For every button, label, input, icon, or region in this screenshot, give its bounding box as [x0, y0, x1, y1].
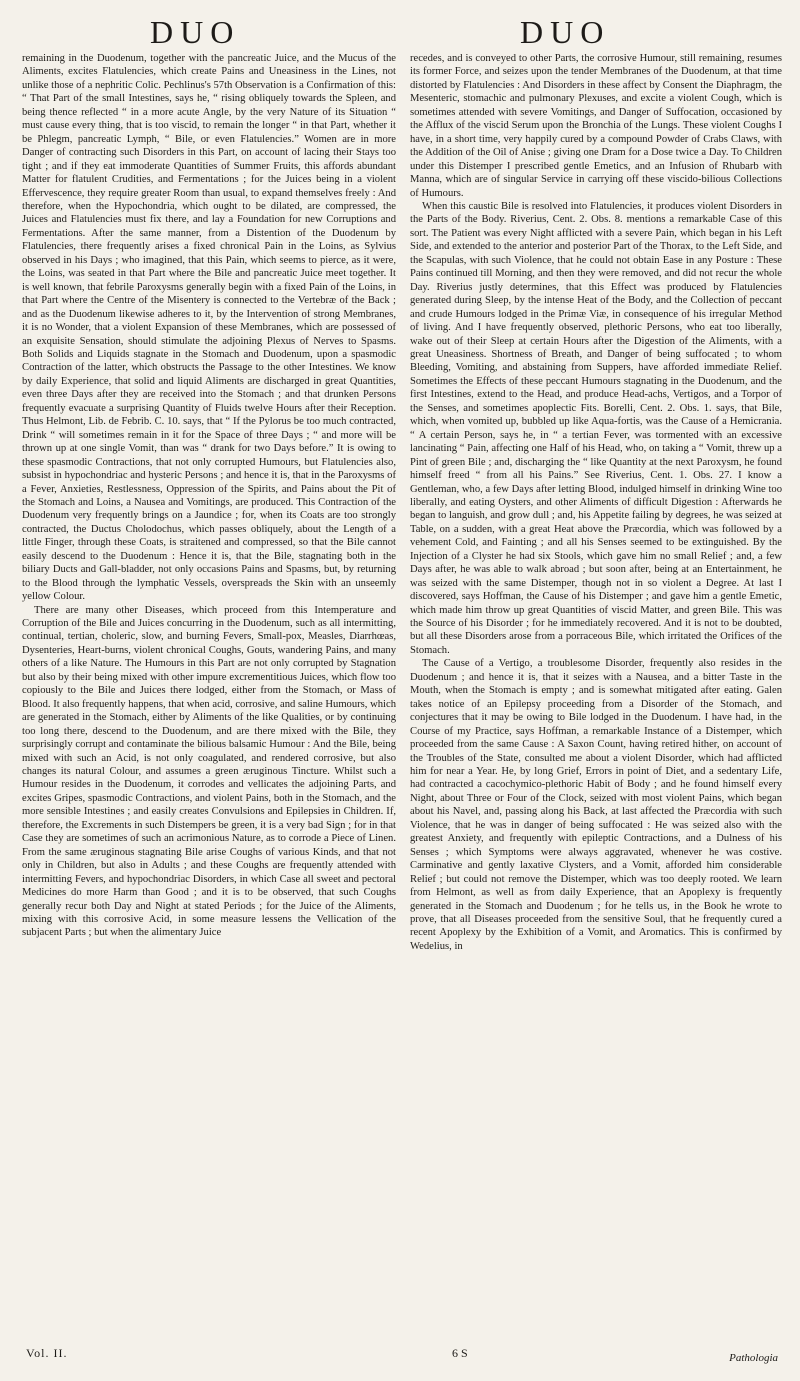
page-footer	[0, 1346, 800, 1376]
catchword: Pathologia	[729, 1352, 778, 1364]
paragraph: remaining in the Duodenum, together with the pancreatic Juice, and the Mucus of the Aliments, excites Flatulencies, which create Pains and Uneasiness in the Lines, not unlike those of a nephritic Colic. Pechlinus's 57th Observation is a Confirmation of this: “ That Part of the small Intestines, says he, “ rising obliquely towards the Spleen, and being thence reflected “ in a more acute Angle, by the very Nature of its Situation “ must cause every thing, that is too viscid, to remain the longer “ in that Part, whether it be Phlegm, pancreatic Lymph, “ Bile, or even Flatulencies.” Women are in more Danger of contracting such Disorders in this Part, on account of lacing their Stays too tight ; and if they eat immoderate Quantities of Summer Fruits, this affords abundant Matter for flatulent Crudities, and Fermentations ; for the Juices being in a violent Effervescence, they require greater Room than usual, to expand themselves freely : And therefore, when the Hypochondria, which ought to be dilated, are compressed, the Juices and Flatulencies must fix there, and lay a Foundation for new Corruptions and Fermentations. After the same manner, from a Distention of the Duodenum by Flatulencies, there frequently arises a fixed chronical Pain in the Loins, as Sylvius observed in his Days ; who imagined, that this Pain, which seems to pierce, as it were, the Loins, was seated in that Part where the Bile and pancreatic Juice meet together. It is well known, that febrile Paroxysms generally begin with a fixed Pain of the Loins, in that Part where the Centre of the Misentery is connected to the Vertebræ of the Back ; and as the Duodenum likewise adheres to it, by the Intervention of strong Membranes, it is no Wonder, that a violent Expansion of these Membranes, which are possessed of an exquisite Sensation, should stimulate the adjoining Plexus of Nerves to Spasms. Both Solids and Liquids stagnate in the Stomach and Duodenum, upon a spasmodic Contraction of the latter, which obstructs the Passage to the other Intestines. We know by daily Experience, that solid and liquid Aliments are discharged in great Quantities, even three Days after they are received into the Stomach ; and that drunken Persons frequently evacuate a surprising Quantity of Fluids twelve Hours after their Reception. Thus Helmont, Lib. de Febrib. C. 10. says, that “ If the Pylorus be too much contracted, Drink “ will sometimes remain in it for the Space of three Days ; “ and more will be thrown up at one single Vomit, than was “ drank for two Days before.” It is owing to these spasmodic Contractions, that not only corrupted Humours, but Flatulencies also, subsist in hypochondriac and hysteric Persons ; and hence it is, that in the Paroxysms of a Fever, Anxieties, Restlessness, Oppression of the Spirits, and Pains about the Pit of the Stomach and Loins, a Nausea and Vomitings, are produced. This Contraction of the Duodenum very frequently brings on a Jaundice ; for, when its Coats are too strongly contracted, the Ductus Cholodochus, which passes obliquely, about the Length of a little Finger, through these Coats, is straitened and compressed, so that the Bile cannot easily descend to the Duodenum : Hence it is, that the Bile, stagnating both in the biliary Ducts and Gall-bladder, not only occasions Pains and Spasms, but, by returning to the Blood through the lymphatic Vessels, overspreads the Skin with an unseemly yellow Colour.	[22, 53, 396, 603]
paragraph: recedes, and is conveyed to other Parts, the corrosive Humour, still remaining, resumes its former Force, and seizes upon the tender Membranes of the Duodenum, at that time distorted by Flatulencies : And Disorders in these affect by Consent the Diaphragm, the Mesenteric, stomachic and pulmonary Plexuses, and excite a violent Cough, which is sometimes attended with severe Vomitings, and Danger of Suffocation, occasioned by the Afflux of the viscid Serum upon the Bronchia of the Lungs. These violent Coughs I have, in a short time, very happily cured by a compound Powder of Crabs Claws, with the Addition of the Oil of Anise ; giving one Dram for a Dose twice a Day. To Children under this Distemper I prescribed gentle Emetics, and an Infusion of Rhubarb with Manna, which are of singular Service in carrying off these viscido-bilious Collections of Humours.	[410, 53, 782, 199]
text-columns	[22, 52, 782, 1342]
right-column	[410, 52, 782, 1342]
signature-mark: 6 S	[452, 1346, 468, 1360]
paragraph: There are many other Diseases, which proceed from this Intemperature and Corruption of the Bile and Juices concurring in the Duodenum, such as all intermitting, continual, tertian, choleric, slow, and burning Fevers, Small-pox, Measles, Diarrhœas, Dysenteries, Heart-burns, violent chronical Coughs, Gouts, wandering Pains, and many others of a like Nature. The Humours in this Part are not only corrupted by Stagnation but also by their being mixed with other impure excrementitious Juices, which flow too copiously to the Bile and Juices there lodged, either from the Stomach, or Mass of Blood. It also frequently happens, that when acid, corrosive, and saline Humours, which are generated in the Stomach, either by Aliments of the like Qualities, or by continuing too long there, descend to the Duodenum, and are there mixed with the Bile, they surprisingly corrupt and contaminate the bilious balsamic Humour : And the Bile, being mixed with such an Acid, is not only coagulated, and rendered corrosive, but also changes its natural Colour, and assumes a green æruginous Tincture. Whilst such a Humour resides in the Duodenum, it corrodes and vellicates the adjoining Parts, and excites Gripes, spasmodic Contractions, and violent Pains, both in the Stomach, and the more sensible Intestines ; and easily creates Convulsions and Epilepsies in Children. If, therefore, the Excrements in such Distempers be green, it is a very bad Sign ; for in that Case they are sometimes of such an acrimonious Nature, as to corrode a Piece of Linen. From the same æruginous stagnating Bile arise Coughs of various Kinds, and that not only in Children, but also in Adults ; and these Coughs are frequently attended with intermitting Fevers, and hypochondriac Disorders, in which Case all sweet and pectoral Medicines do more Harm than Good ; and it is to be observed, that such Coughs generally recur both Day and Night at stated Periods ; for the Juice of the Aliments, mixing with this corrosive Acid, in some measure lessens the Vellication of the subjacent Parts ; but when the alimentary Juice	[22, 604, 396, 939]
headword-right: DUO	[520, 14, 611, 50]
left-column	[22, 52, 396, 1342]
running-header	[0, 14, 800, 54]
paragraph: The Cause of a Vertigo, a troublesome Disorder, frequently also resides in the Duodenum ; and hence it is, that it seizes with a Nausea, and a bitter Taste in the Mouth, when the Stomach is empty ; and is somewhat mitigated after eating. Galen takes notice of an Epilepsy proceeding from a Disorder of the Stomach, and conjectures that it may be owing to Bile lodged in the Duodenum. I have had, in the Course of my Practice, says Hoffman, a remarkable Instance of a Distemper, which proceeded from the same Cause : A Saxon Count, having retired hither, on account of the Troubles of the State, consulted me about a violent Disorder, which had afflicted him for near a Year. He, by long Grief, Errors in point of Diet, and a sedentary Life, had contracted a cacochymico-plethoric Habit of Body ; and he found himself every Night, about Three or Four of the Clock, seized with most violent Pains, which began about his Navel, and, passing along his Back, at last affected the Præcordia with such Violence, that he was in danger of being suffocated : He was seized also with the greatest Anxiety, and frequently with epileptic Contractions, and a Dulness of his Senses ; which Symptoms were always aggravated, whenever he was costive. Carminative and gently laxative Clysters, and a Vomit, afforded him considerable Relief ; but could not remove the Distemper, which was too deeply rooted. We learn from Helmont, as well as from daily Experience, that an Apoplexy is frequently generated in the Stomach and Duodenum ; for he tells us, in the Book he wrote to prove, that all Diseases proceeded from the sensitive Soul, that he frequently cured a recent Apoplexy by the Exhibition of a Vomit, and Aromatics. This is confirmed by Wedelius, in	[410, 658, 782, 952]
volume-label: Vol. II.	[26, 1346, 68, 1360]
paragraph: When this caustic Bile is resolved into Flatulencies, it produces violent Disorders in the Parts of the Body. Riverius, Cent. 2. Obs. 8. mentions a remarkable Case of this sort. The Patient was every Night afflicted with a severe Pain, which began in his Left Side, and extended to the anterior and posterior Part of the Thorax, to the Left Side, and the Scapulas, with such Violence, that he could not obtain Ease in any Posture : These Pains continued till Morning, and then they were removed, and did not recur the whole Day. Riverius justly determines, that this Effect was produced by Flatulencies generated during Sleep, by the intense Heat of the Body, and the Collection of peccant and crude Humours lodged in the Primæ Viæ, in consequence of his irregular Method of living. And I have frequently observed, plethoric Persons, who eat too liberally, wake out of their Sleep at certain Hours after the Digestion of the Aliments, with a great Uneasiness. Shortness of Breath, and Danger of being suffocated ; to whom Bleeding, Vomiting, and abstaining from Suppers, have afforded immediate Relief. Sometimes the Effects of these peccant Humours stagnating in the Duodenum, and the first Intestines, extend to the Head, and produce Head-achs, Vertigos, and a Torpor of the Senses, and sometimes apoplectic Fits. Borelli, Cent. 2. Obs. 1. says, that Bile, which, when vomited up, bubbled up like Aqua-fortis, was the Cause of a Hemicrania. “ A certain Person, says he, in “ a tertian Fever, was tormented with an excessive lancinating “ Pain, affecting one Half of his Head, who, on taking a “ Vomit, threw up a Pint of green Bile ; and, discharging the “ like Quantity at the next Paroxysm, he found himself freed “ from all his Pains.” See Riverius, Cent. 1. Obs. 27. I know a Gentleman, who, a few Days after letting Blood, indulged himself in drinking Wine too liberally, and eating Oysters, and other Aliments of difficult Digestion : Afterwards he began to languish, and grow dull ; and, his Appetite failing by degrees, he was seized at Table, on a sudden, with a great Heat above the Præcordia, which was followed by a vehement Cold, and Fainting ; and all his Senses seemed to be extinguished. By the Injection of a Clyster he had six Stools, which gave him no small Relief ; and, a few Days after, he was able to walk abroad ; but soon after, being at an Entertainment, he was seized with the same Distemper, though not in so violent a Degree. At last I discovered, says Hoffman, the Cause of his Distemper ; and gave him a gentle Emetic, which made him throw up great Quantities of viscid Matter, and green Bile. This was the Source of his Disorder ; for he immediately recovered. And it is not to be doubted, but all these Disorders arose from a porraceous Bile, which irritated the Orifices of the Stomach.	[410, 200, 782, 656]
headword-left: DUO	[150, 14, 241, 50]
